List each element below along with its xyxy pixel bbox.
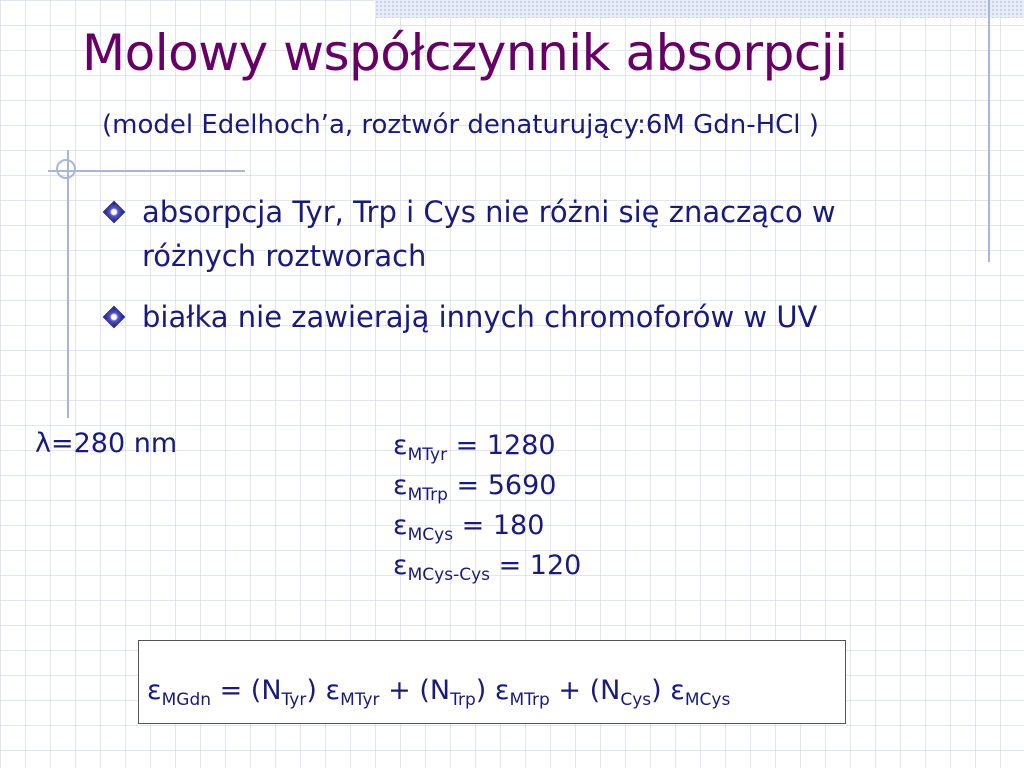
- diamond-bullet-icon: [103, 306, 126, 329]
- formula-box: [138, 640, 846, 724]
- slide-title: Molowy współczynnik absorpcji: [82, 24, 848, 82]
- bullet-text-line2: różnych roztworach: [142, 239, 427, 273]
- bullet-item-1: [106, 190, 1006, 280]
- formula-part: = (N: [211, 675, 282, 706]
- coefficient-row: [393, 428, 581, 468]
- coefficient-value: = 1280: [447, 430, 556, 461]
- diamond-bullet-icon: [103, 201, 126, 224]
- coefficient-subscript: MTyr: [407, 445, 448, 465]
- formula-subscript: MCys: [684, 690, 731, 710]
- formula-subscript: MTrp: [509, 690, 550, 710]
- coefficient-row: [393, 548, 581, 588]
- epsilon-symbol: ε: [393, 550, 408, 581]
- bullet-text-line1: białka nie zawierają innych chromoforów w UV: [142, 300, 818, 334]
- formula-part: ) ε: [306, 675, 341, 706]
- formula-subscript: MTyr: [340, 690, 380, 710]
- epsilon-symbol: ε: [393, 510, 408, 541]
- bullet-text-line1: absorpcja Tyr, Trp i Cys nie różni się znacząco w: [142, 195, 836, 229]
- wavelength-label: λ=280 nm: [35, 428, 178, 459]
- epsilon-symbol: ε: [393, 430, 408, 461]
- decor-horizontal-line: [48, 170, 245, 172]
- epsilon-symbol: ε: [147, 675, 162, 706]
- formula-part: ) ε: [651, 675, 685, 706]
- coefficient-list: [393, 428, 581, 588]
- epsilon-symbol: ε: [393, 470, 408, 501]
- formula-part: + (N: [379, 675, 451, 706]
- coefficient-subscript: MCys-Cys: [407, 565, 490, 585]
- formula-subscript: MGdn: [161, 690, 212, 710]
- coefficient-row: [393, 468, 581, 508]
- decor-vertical-line-left: [67, 150, 69, 418]
- coefficient-row: [393, 508, 581, 548]
- coefficient-subscript: MTrp: [407, 485, 448, 505]
- coefficient-subscript: MCys: [407, 525, 454, 545]
- formula-subscript: Tyr: [281, 690, 307, 710]
- formula-subscript: Cys: [620, 690, 652, 710]
- formula-part: + (N: [549, 675, 621, 706]
- formula-subscript: Trp: [450, 690, 476, 710]
- bullet-item-2: [106, 295, 1006, 339]
- coefficient-value: = 120: [490, 550, 582, 581]
- slide-subtitle: (model Edelhoch’a, roztwór denaturujący:6M Gdn-HCl ): [102, 110, 819, 140]
- decor-circle-mark: [56, 159, 76, 179]
- coefficient-value: = 180: [453, 510, 545, 541]
- coefficient-value: = 5690: [447, 470, 557, 501]
- corner-dot-pattern: [375, 0, 1024, 18]
- formula-text: [147, 675, 730, 710]
- formula-part: ) ε: [475, 675, 510, 706]
